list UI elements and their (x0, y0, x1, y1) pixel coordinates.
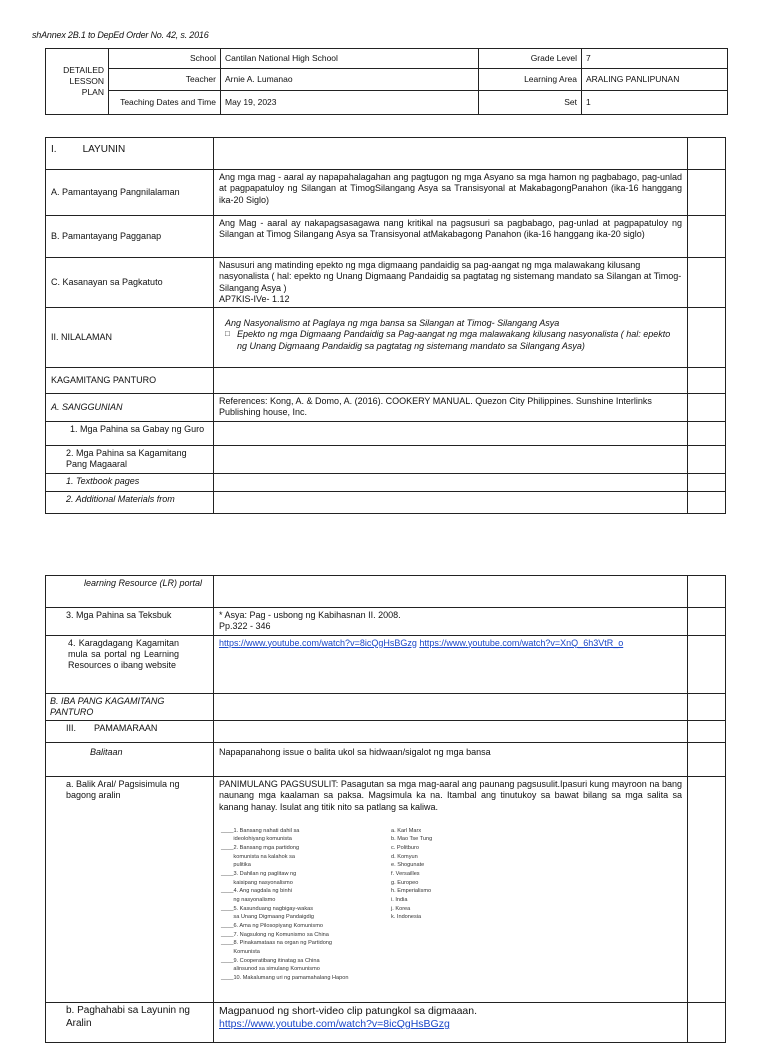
annex-reference: shAnnex 2B.1 to DepEd Order No. 42, s. 2016 (32, 30, 209, 40)
kagamitang-magaaral-label: 2. Mga Pahina sa Kagamitang Pang Magaaral (46, 446, 214, 474)
youtube-link-3[interactable]: https://www.youtube.com/watch?v=8icQgHsBGzg (219, 1018, 450, 1031)
area-label: Learning Area (479, 69, 582, 91)
quiz-question-line: ____4. Ang nagdala ng binhi (221, 888, 292, 895)
pamantayang-pagganap-text: Ang Mag - aaral ay nakapagsasagawa nang kritikal na pagsusuri sa pagbabago, pag-unlad at pagpapatuloy ng Silangan at Timog Silangang Asya sa Transisyonal atMakabagong Panahon (ika-16 hanggang ika-20 siglo) (214, 216, 688, 258)
competency-code: AP7KIS-IVe- 1.12 (219, 293, 290, 304)
balik-aral-label: a. Balik Aral/ Pagsisimula ng bagong aralin (46, 777, 214, 1003)
school-label: School (109, 49, 221, 69)
quiz-choice: g. Europeo (391, 879, 419, 886)
nilalaman-text: Ang Nasyonalismo at Paglaya ng mga bansa sa Silangan at Timog- Silangang Asya □ Epekto ng mga Digmaang Pandaidig sa Pag-aangat ng mga malawakang kilusang nasyonalista ( hal: epekto ng Unang Digmaang Pandaidig sa pagtatag ng sistemang mandato sa Silangang Asya) (214, 308, 688, 368)
pamantayang-pagganap-label: B. Pamantayang Pagganap (46, 216, 214, 258)
quiz-question-line: kaisipang nasyonalismo (221, 879, 293, 886)
lr-portal-label: learning Resource (LR) portal (46, 576, 214, 608)
additional-materials-label: 2. Additional Materials from (46, 491, 214, 513)
quiz-question-line: ____3. Dahilan ng paglitaw ng (221, 871, 297, 878)
quiz-choice: c. Politburo (391, 845, 419, 852)
quiz-question-line: sa Unang Digmaang Pandaigdig (221, 914, 314, 921)
pretest-quiz (221, 827, 682, 983)
quiz-question-line: ng nasyonalismo (221, 897, 276, 903)
teacher-label: Teacher (109, 69, 221, 91)
quiz-question-line: ____2. Bansang mga partidong (221, 845, 300, 852)
layunin-heading: I. LAYUNIN (46, 138, 214, 170)
quiz-question-line: ____6. Ama ng Pilosopiyang Komunismo (221, 922, 323, 929)
balitaan-label: Balitaan (46, 743, 214, 777)
dates-value: May 19, 2023 (221, 91, 479, 115)
sanggunian-label: A. SANGGUNIAN (46, 394, 214, 422)
quiz-question-line: komunista na kalahok sa (221, 853, 295, 860)
quiz-question-line: pulitika (221, 862, 251, 869)
pamamaraan-heading: III. PAMAMARAAN (46, 721, 214, 743)
quiz-choice: a. Karl Marx (391, 827, 422, 834)
quiz-choice: h. Emperialismo (391, 888, 432, 895)
quiz-choices (389, 827, 432, 983)
pamantayang-pangnilalaman-text: Ang mga mag - aaral ay napapahalagahan ang pagtugon ng mga Asyano sa mga hamon ng pagbabago, pag-unlad at pagpapatuloy ng Silangan at TimogSilangang Asya sa Transisyonal at MakabagongPanahon (ika-16 hanggang ika-20 Siglo) (214, 170, 688, 216)
quiz-choice: j. Korea (391, 905, 411, 912)
set-value: 1 (582, 91, 728, 115)
balitaan-text: Napapanahong issue o balita ukol sa hidwaan/sigalot ng mga bansa (214, 743, 688, 777)
lesson-table-top (45, 137, 726, 514)
kasanayan-text: Nasusuri ang matinding epekto ng mga digmaang pandaidig sa pag-aangat ng mga malawakang kilusang nasyonalista ( hal: epekto ng Unang Digmaang Pandaidig sa pagtatag ng sistemang mandato sa Silangan at Timog-Silangang Asya ) AP7KIS-IVe- 1.12 (214, 258, 688, 308)
quiz-question-line: ideolohiyang komunista (221, 836, 292, 843)
karagdagang-kagamitan-label: 4. Karagdagang Kagamitan mula sa portal ng Learning Resources o ibang website (46, 635, 214, 693)
bullet-icon: □ (225, 329, 230, 339)
quiz-question-line: ____9. Cooperatibang itinatag sa China (221, 957, 320, 964)
teksbuk-label: 3. Mga Pahina sa Teksbuk (46, 608, 214, 636)
pamantayang-pangnilalaman-label: A. Pamantayang Pangnilalaman (46, 170, 214, 216)
quiz-question-line: ____8. Pinakamataas na organ ng Partidong (221, 940, 333, 947)
paghahabi-content: Magpanuod ng short-video clip patungkol sa digmaaan. https://www.youtube.com/watch?v=8icQgHsBGzg (214, 1003, 688, 1043)
quiz-choice: b. Mao Tse Tung (391, 836, 433, 843)
quiz-question-line: ____10. Makalumang uri ng pamamahalang Hapon (221, 974, 349, 981)
set-label: Set (479, 91, 582, 115)
nilalaman-label: II. NILALAMAN (46, 308, 214, 368)
grade-label: Grade Level (479, 49, 582, 69)
quiz-choice: f. Versailles (391, 871, 420, 878)
paghahabi-label: b. Paghahabi sa Layunin ng Aralin (46, 1003, 214, 1043)
gabay-guro-label: 1. Mga Pahina sa Gabay ng Guro (46, 422, 214, 446)
quiz-question-line: Komunista (221, 948, 260, 955)
balik-aral-text: PANIMULANG PAGSUSULIT: Pasagutan sa mga mag-aaral ang paunang pagsusulit.Ipasuri kung mayroon na bang naunang mga kaalaman sa paksa. Magsimula ka na. Itambal ang tinutukoy sa bawat bilang sa mga salita sa kanang hanay. Isulat ang titik nito sa patlang sa kaliwa. (219, 779, 682, 812)
youtube-link-2[interactable]: https://www.youtube.com/watch?v=XnQ_6h3VtR_o (419, 637, 624, 648)
online-links (214, 635, 688, 693)
quiz-question-line: ____1. Bansang nahati dahil sa (221, 827, 300, 834)
quiz-choice: d. Komyun (391, 853, 418, 860)
quiz-questions (221, 827, 389, 983)
dates-label: Teaching Dates and Time (109, 91, 221, 115)
youtube-link-1[interactable]: https://www.youtube.com/watch?v=8icQgHsBGzg (219, 637, 417, 648)
sanggunian-text: References: Kong, A. & Domo, A. (2016). COOKERY MANUAL. Quezon City Philippines. Sunshine Interlinks Publishing house, Inc. (214, 394, 688, 422)
grade-value: 7 (582, 49, 728, 69)
teacher-value: Arnie A. Lumanao (221, 69, 479, 91)
balik-aral-content (214, 777, 688, 1003)
teksbuk-text: * Asya: Pag - usbong ng Kabihasnan II. 2008. Pp.322 - 346 (214, 608, 688, 636)
iba-pang-kagamitan-label: B. IBA PANG KAGAMITANG PANTURO (46, 693, 214, 721)
textbook-pages-label: 1. Textbook pages (46, 473, 214, 491)
quiz-question-line: alinsunod sa simulang Komunismo (221, 966, 320, 973)
area-value: ARALING PANLIPUNAN (582, 69, 728, 91)
quiz-question-line: ____7. Nagsulong ng Komunismo sa China (221, 931, 329, 938)
header-table (45, 48, 728, 115)
quiz-choice: k. Indonesia (391, 914, 422, 921)
quiz-choice: e. Shogunate (391, 862, 425, 869)
kasanayan-label: C. Kasanayan sa Pagkatuto (46, 258, 214, 308)
lesson-table-bottom (45, 575, 726, 1043)
quiz-choice: i. India (391, 897, 408, 903)
quiz-question-line: ____5. Kasunduang nagbigay-wakas (221, 905, 314, 912)
kagamitang-panturo-label: KAGAMITANG PANTURO (46, 368, 214, 394)
dlp-title: DETAILED LESSON PLAN (46, 49, 109, 115)
school-value: Cantilan National High School (221, 49, 479, 69)
